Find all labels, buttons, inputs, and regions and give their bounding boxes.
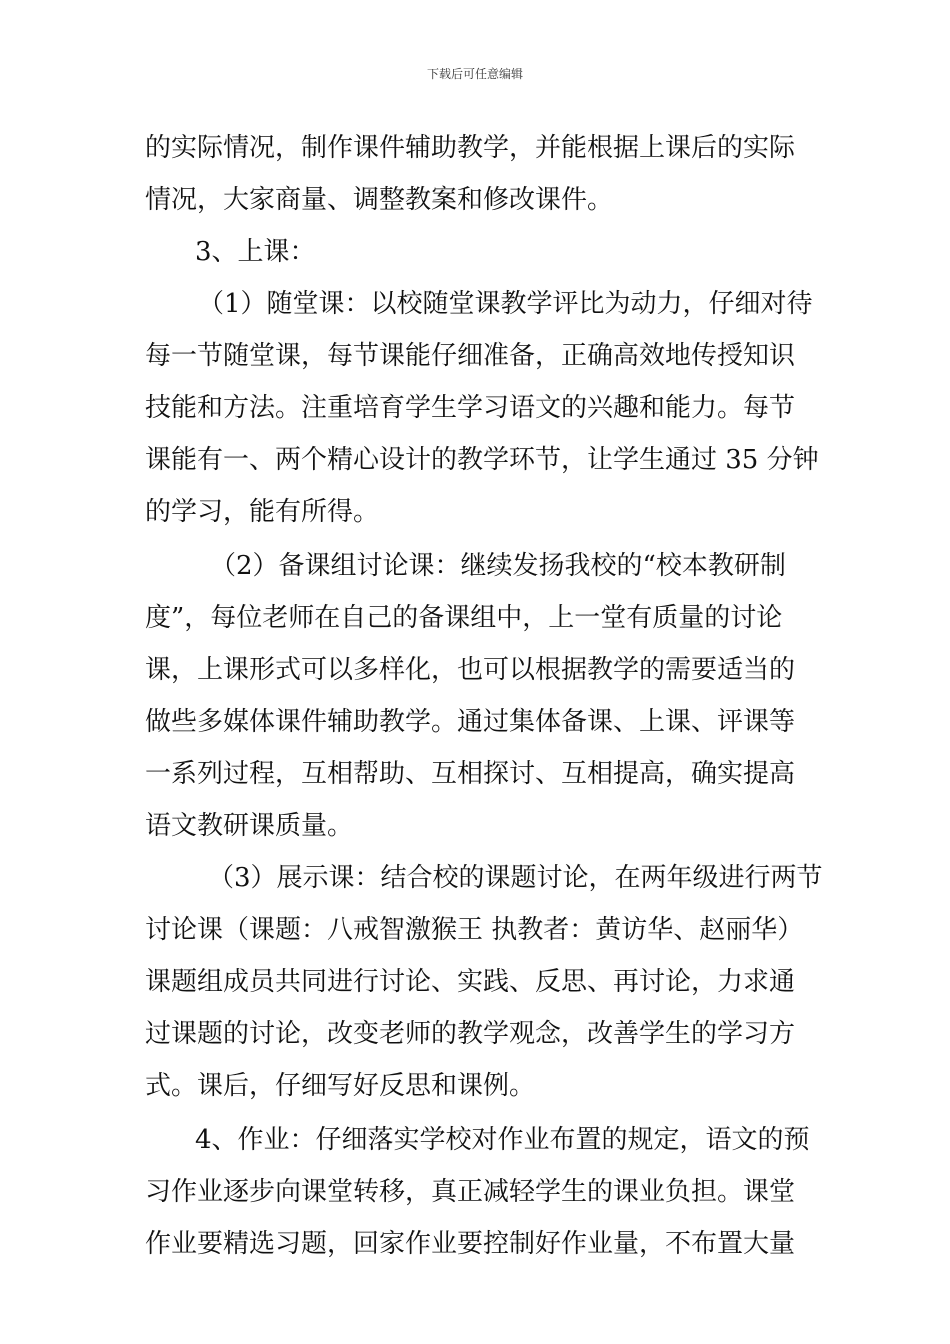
text-line: 一系列过程，互相帮助、互相探讨、互相提高，确实提高 xyxy=(145,759,796,789)
text-line: 做些多媒体课件辅助教学。通过集体备课、上课、评课等 xyxy=(145,707,796,737)
text-line: 每一节随堂课，每节课能仔细准备，正确高效地传授知识 xyxy=(145,341,796,371)
page-header: 下载后可任意编辑 xyxy=(426,67,523,81)
text-line: （3）展示课：结合校的课题讨论，在两年级进行两节 xyxy=(208,863,823,893)
text-line: （2）备课组讨论课：继续发扬我校的“校本教研制 xyxy=(210,551,786,581)
text-line: 4、作业：仔细落实学校对作业布置的规定，语文的预 xyxy=(195,1125,810,1155)
text-line: 作业要精选习题，回家作业要控制好作业量，不布置大量 xyxy=(145,1229,796,1259)
text-line: 语文教研课质量。 xyxy=(145,811,354,841)
text-line: 3、上课： xyxy=(195,237,316,267)
text-line: 技能和方法。注重培育学生学习语文的兴趣和能力。每节 xyxy=(145,393,796,423)
text-line: 的实际情况，制作课件辅助教学，并能根据上课后的实际 xyxy=(145,133,796,163)
text-line: 课能有一、两个精心设计的教学环节，让学生通过 35 分钟 xyxy=(145,445,819,475)
text-line: 课题组成员共同进行讨论、实践、反思、再讨论，力求通 xyxy=(145,967,796,997)
text-line: 的学习，能有所得。 xyxy=(145,497,380,527)
text-line: 课，上课形式可以多样化，也可以根据教学的需要适当的 xyxy=(145,655,796,685)
text-line: 度”，每位老师在自己的备课组中，上一堂有质量的讨论 xyxy=(145,603,783,633)
text-line: 式。课后，仔细写好反思和课例。 xyxy=(145,1071,536,1101)
text-line: 讨论课（课题：八戒智激猴王 执教者：黄访华、赵丽华） xyxy=(145,915,804,945)
text-line: 情况，大家商量、调整教案和修改课件。 xyxy=(145,185,614,215)
text-line: 过课题的讨论，改变老师的教学观念，改善学生的学习方 xyxy=(145,1019,796,1049)
text-line: 习作业逐步向课堂转移，真正减轻学生的课业负担。课堂 xyxy=(145,1177,796,1207)
text-line: （1）随堂课：以校随堂课教学评比为动力，仔细对待 xyxy=(198,289,813,319)
